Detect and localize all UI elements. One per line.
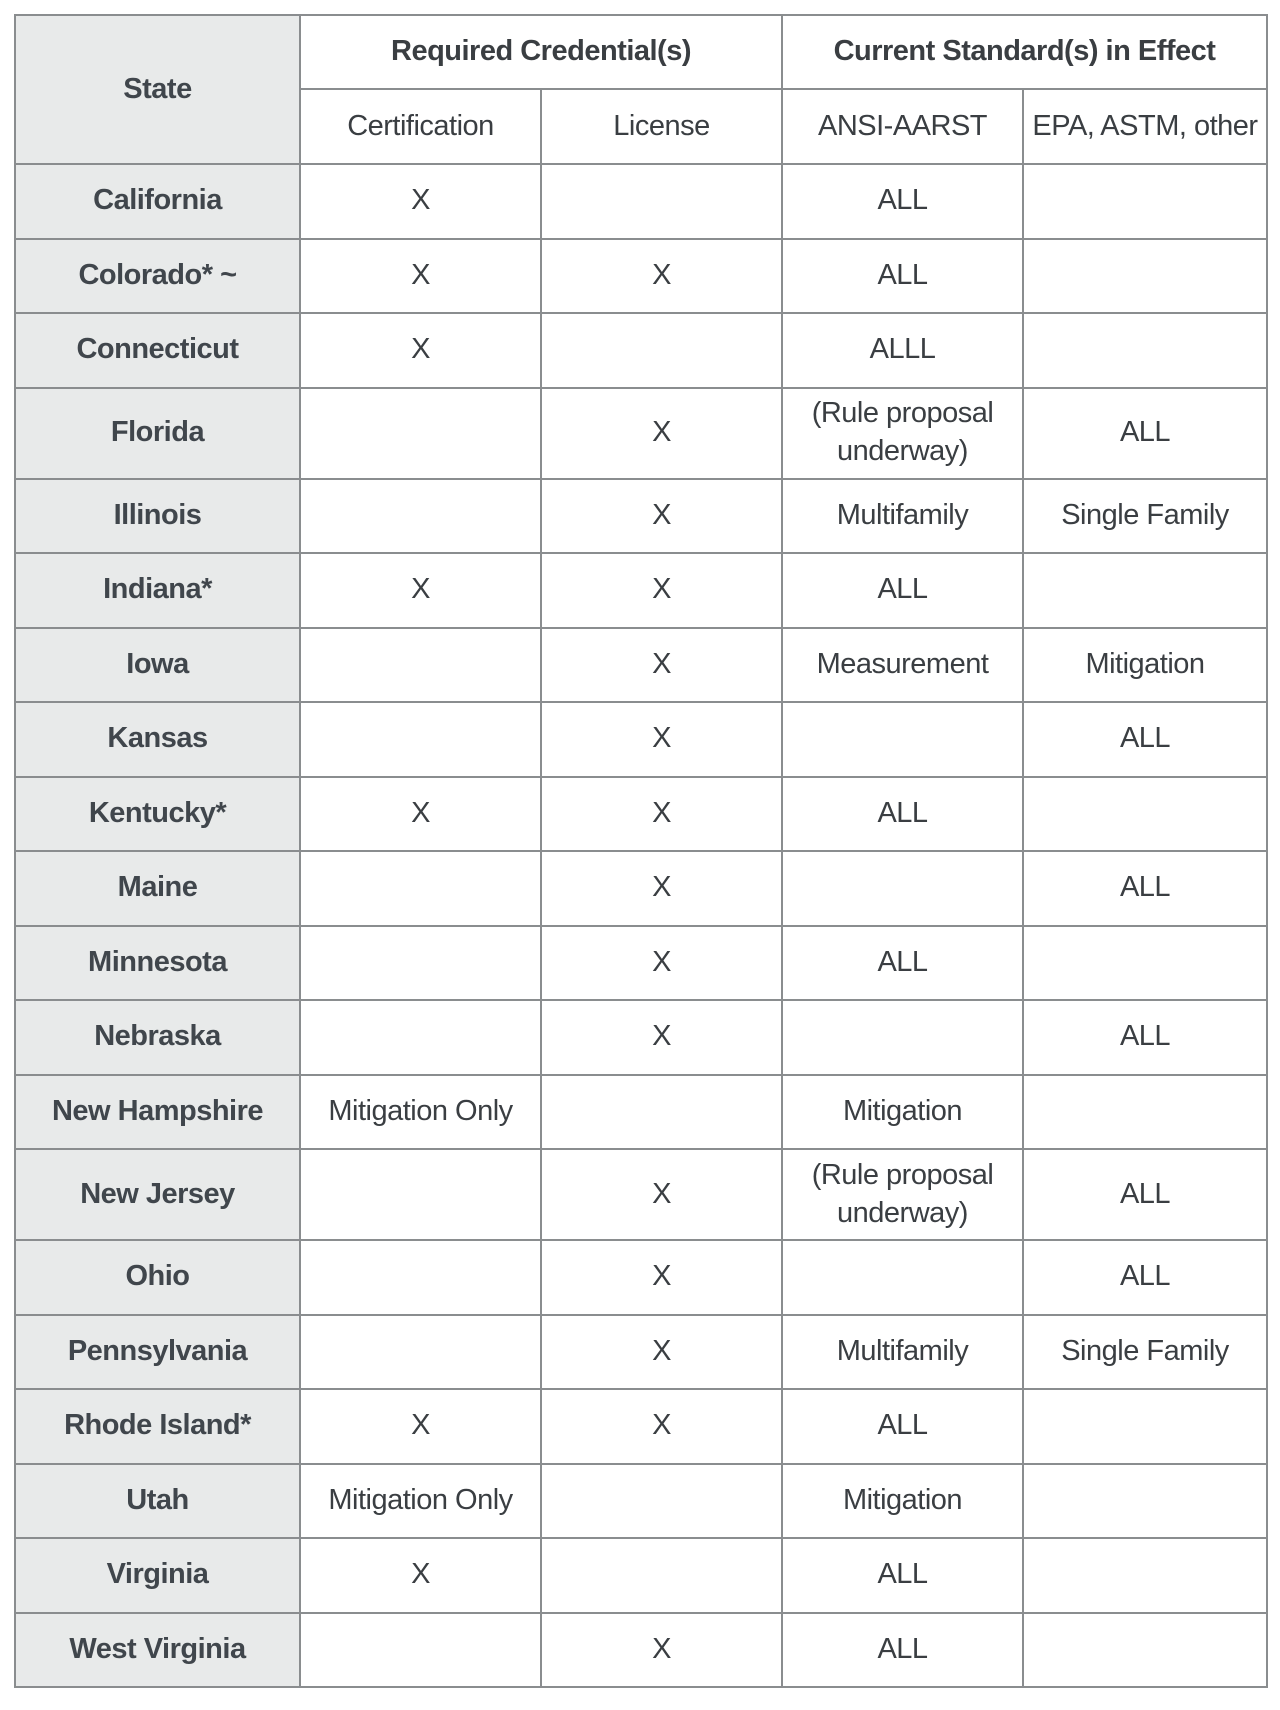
ansi-aarst-cell: (Rule proposal underway) bbox=[782, 388, 1023, 479]
header-license: License bbox=[541, 89, 782, 164]
state-cell: Kentucky* bbox=[15, 777, 300, 852]
table-row bbox=[15, 164, 1267, 239]
ansi-aarst-cell: Measurement bbox=[782, 628, 1023, 703]
state-cell: Indiana* bbox=[15, 553, 300, 628]
license-cell: X bbox=[541, 553, 782, 628]
ansi-aarst-cell: Multifamily bbox=[782, 479, 1023, 554]
table-row bbox=[15, 702, 1267, 777]
ansi-aarst-cell: Mitigation bbox=[782, 1464, 1023, 1539]
state-cell: Colorado* ~ bbox=[15, 239, 300, 314]
table-row bbox=[15, 1389, 1267, 1464]
state-cell: California bbox=[15, 164, 300, 239]
epa-astm-other-cell bbox=[1023, 1389, 1267, 1464]
epa-astm-other-cell bbox=[1023, 1464, 1267, 1539]
license-cell: X bbox=[541, 388, 782, 479]
header-current-standards: Current Standard(s) in Effect bbox=[782, 15, 1267, 89]
license-cell: X bbox=[541, 1240, 782, 1315]
ansi-aarst-cell: ALL bbox=[782, 777, 1023, 852]
table-row bbox=[15, 239, 1267, 314]
license-cell: X bbox=[541, 1315, 782, 1390]
table-row bbox=[15, 1149, 1267, 1240]
ansi-aarst-cell bbox=[782, 1000, 1023, 1075]
epa-astm-other-cell: ALL bbox=[1023, 1240, 1267, 1315]
epa-astm-other-cell bbox=[1023, 239, 1267, 314]
license-cell bbox=[541, 1538, 782, 1613]
epa-astm-other-cell: ALL bbox=[1023, 1000, 1267, 1075]
epa-astm-other-cell: ALL bbox=[1023, 388, 1267, 479]
epa-astm-other-cell bbox=[1023, 1538, 1267, 1613]
state-cell: West Virginia bbox=[15, 1613, 300, 1688]
license-cell: X bbox=[541, 777, 782, 852]
ansi-aarst-cell: ALL bbox=[782, 926, 1023, 1001]
header-certification: Certification bbox=[300, 89, 541, 164]
table-row bbox=[15, 313, 1267, 388]
table-row bbox=[15, 1613, 1267, 1688]
state-cell: Florida bbox=[15, 388, 300, 479]
ansi-aarst-cell bbox=[782, 851, 1023, 926]
state-cell: Nebraska bbox=[15, 1000, 300, 1075]
license-cell: X bbox=[541, 479, 782, 554]
ansi-aarst-cell: ALL bbox=[782, 553, 1023, 628]
state-cell: Kansas bbox=[15, 702, 300, 777]
state-cell: Connecticut bbox=[15, 313, 300, 388]
certification-cell bbox=[300, 1000, 541, 1075]
ansi-aarst-cell: (Rule proposal underway) bbox=[782, 1149, 1023, 1240]
epa-astm-other-cell bbox=[1023, 926, 1267, 1001]
ansi-aarst-cell: ALL bbox=[782, 1389, 1023, 1464]
state-cell: Maine bbox=[15, 851, 300, 926]
state-cell: New Hampshire bbox=[15, 1075, 300, 1150]
ansi-aarst-cell bbox=[782, 1240, 1023, 1315]
epa-astm-other-cell: ALL bbox=[1023, 702, 1267, 777]
certification-cell: X bbox=[300, 1389, 541, 1464]
state-cell: Minnesota bbox=[15, 926, 300, 1001]
epa-astm-other-cell bbox=[1023, 164, 1267, 239]
header-row-groups bbox=[15, 15, 1267, 89]
radon-credentials-table bbox=[14, 14, 1268, 1688]
ansi-aarst-cell: ALL bbox=[782, 239, 1023, 314]
epa-astm-other-cell bbox=[1023, 553, 1267, 628]
epa-astm-other-cell bbox=[1023, 1075, 1267, 1150]
license-cell: X bbox=[541, 851, 782, 926]
ansi-aarst-cell: Mitigation bbox=[782, 1075, 1023, 1150]
table-row bbox=[15, 1240, 1267, 1315]
license-cell: X bbox=[541, 702, 782, 777]
certification-cell bbox=[300, 479, 541, 554]
license-cell: X bbox=[541, 1149, 782, 1240]
header-required-credentials: Required Credential(s) bbox=[300, 15, 782, 89]
license-cell: X bbox=[541, 926, 782, 1001]
ansi-aarst-cell: ALL bbox=[782, 1613, 1023, 1688]
certification-cell bbox=[300, 388, 541, 479]
table-row bbox=[15, 926, 1267, 1001]
certification-cell bbox=[300, 1315, 541, 1390]
epa-astm-other-cell bbox=[1023, 1613, 1267, 1688]
ansi-aarst-cell: ALL bbox=[782, 1538, 1023, 1613]
state-cell: Illinois bbox=[15, 479, 300, 554]
epa-astm-other-cell: ALL bbox=[1023, 851, 1267, 926]
license-cell: X bbox=[541, 628, 782, 703]
table-row bbox=[15, 628, 1267, 703]
header-state: State bbox=[15, 15, 300, 164]
state-cell: Utah bbox=[15, 1464, 300, 1539]
license-cell: X bbox=[541, 1613, 782, 1688]
ansi-aarst-cell bbox=[782, 702, 1023, 777]
table-row bbox=[15, 388, 1267, 479]
certification-cell: Mitigation Only bbox=[300, 1464, 541, 1539]
table-row bbox=[15, 777, 1267, 852]
certification-cell: X bbox=[300, 1538, 541, 1613]
certification-cell: X bbox=[300, 553, 541, 628]
state-cell: Ohio bbox=[15, 1240, 300, 1315]
certification-cell: X bbox=[300, 164, 541, 239]
epa-astm-other-cell bbox=[1023, 777, 1267, 852]
certification-cell bbox=[300, 1240, 541, 1315]
ansi-aarst-cell: ALL bbox=[782, 164, 1023, 239]
ansi-aarst-cell: Multifamily bbox=[782, 1315, 1023, 1390]
table-row bbox=[15, 1538, 1267, 1613]
state-cell: Virginia bbox=[15, 1538, 300, 1613]
state-cell: Rhode Island* bbox=[15, 1389, 300, 1464]
certification-cell bbox=[300, 628, 541, 703]
certification-cell bbox=[300, 1149, 541, 1240]
license-cell: X bbox=[541, 1000, 782, 1075]
ansi-aarst-cell: ALLL bbox=[782, 313, 1023, 388]
license-cell bbox=[541, 164, 782, 239]
epa-astm-other-cell: Mitigation bbox=[1023, 628, 1267, 703]
epa-astm-other-cell: ALL bbox=[1023, 1149, 1267, 1240]
table-row bbox=[15, 1464, 1267, 1539]
epa-astm-other-cell bbox=[1023, 313, 1267, 388]
table-body bbox=[15, 164, 1267, 1687]
certification-cell: X bbox=[300, 777, 541, 852]
certification-cell bbox=[300, 851, 541, 926]
license-cell: X bbox=[541, 1389, 782, 1464]
table-row bbox=[15, 1000, 1267, 1075]
epa-astm-other-cell: Single Family bbox=[1023, 1315, 1267, 1390]
certification-cell bbox=[300, 702, 541, 777]
table-header bbox=[15, 15, 1267, 164]
license-cell bbox=[541, 1464, 782, 1539]
table-row bbox=[15, 479, 1267, 554]
header-ansi-aarst: ANSI-AARST bbox=[782, 89, 1023, 164]
radon-credentials-table-container bbox=[14, 14, 1268, 1688]
certification-cell bbox=[300, 926, 541, 1001]
certification-cell: X bbox=[300, 239, 541, 314]
epa-astm-other-cell: Single Family bbox=[1023, 479, 1267, 554]
header-epa-astm-other: EPA, ASTM, other bbox=[1023, 89, 1267, 164]
table-row bbox=[15, 851, 1267, 926]
certification-cell: X bbox=[300, 313, 541, 388]
license-cell bbox=[541, 313, 782, 388]
table-row bbox=[15, 553, 1267, 628]
state-cell: Iowa bbox=[15, 628, 300, 703]
state-cell: Pennsylvania bbox=[15, 1315, 300, 1390]
state-cell: New Jersey bbox=[15, 1149, 300, 1240]
license-cell: X bbox=[541, 239, 782, 314]
license-cell bbox=[541, 1075, 782, 1150]
table-row bbox=[15, 1315, 1267, 1390]
certification-cell: Mitigation Only bbox=[300, 1075, 541, 1150]
certification-cell bbox=[300, 1613, 541, 1688]
table-row bbox=[15, 1075, 1267, 1150]
